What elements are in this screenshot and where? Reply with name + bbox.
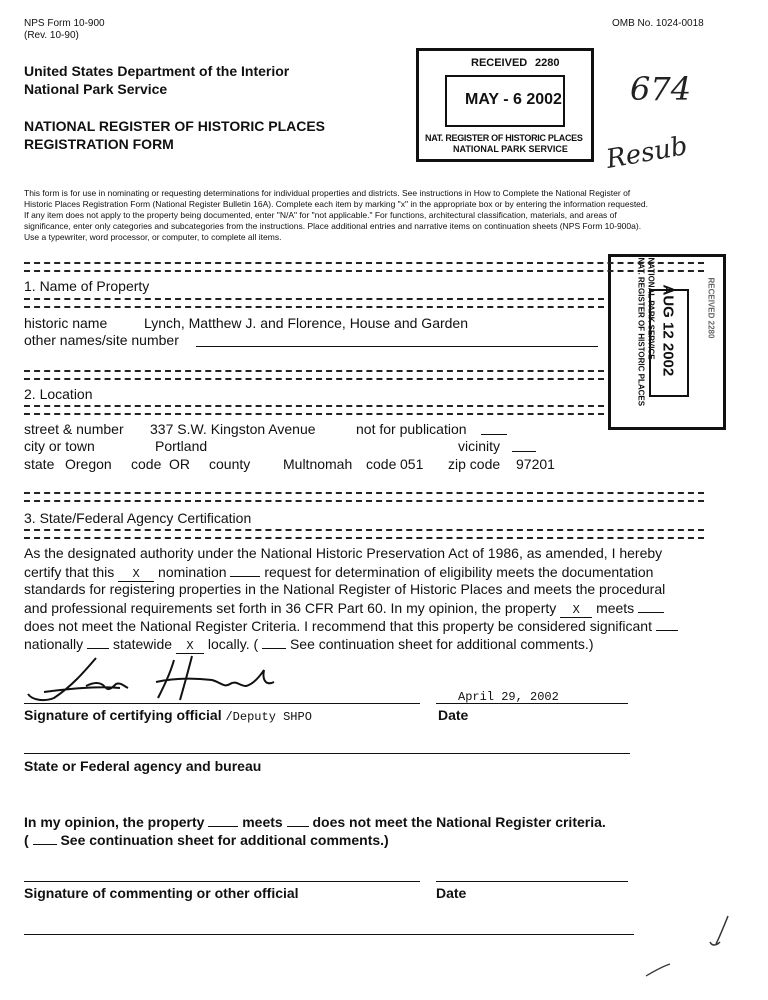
historic-name-value: Lynch, Matthew J. and Florence, House and Garden — [144, 315, 468, 331]
opinion-not-meet-label: does not meet the National Register criteria. — [312, 814, 606, 830]
section-divider — [24, 405, 604, 415]
continuation-text: See continuation sheet for additional comments.) — [289, 636, 594, 652]
instruction-line: This form is for use in nominating or requesting determinations for individual properties and districts. See instructions in How to Complete the National Register of — [24, 188, 631, 198]
nationally-label: nationally — [24, 636, 84, 652]
agency-label: State or Federal agency and bureau — [24, 758, 262, 774]
stamp-date-box — [445, 75, 565, 127]
section-divider — [24, 262, 704, 272]
cert-line1: As the designated authority under the National Historic Preservation Act of 1986, as amended, I hereby — [24, 545, 663, 561]
section-divider — [24, 298, 604, 308]
stamp-code: 2280 — [535, 57, 560, 69]
county-value: Multnomah — [283, 456, 353, 472]
form-title-line2: REGISTRATION FORM — [24, 136, 174, 152]
comment-date-line — [436, 881, 628, 882]
agency-line — [24, 753, 630, 754]
zip-label: zip code — [448, 456, 501, 472]
certification-date: April 29, 2002 — [458, 690, 559, 704]
does-not-meet-mark[interactable] — [638, 598, 664, 613]
omb-number: OMB No. 1024-0018 — [612, 18, 704, 29]
state-value: Oregon — [65, 456, 112, 472]
date-label: Date — [438, 707, 469, 723]
city-value: Portland — [155, 438, 208, 454]
signature-line — [24, 703, 420, 704]
form-title-line1: NATIONAL REGISTER OF HISTORIC PLACES — [24, 118, 326, 134]
instruction-line: Use a typewriter, word processor, or computer, to complete all items. — [24, 232, 282, 242]
cert-line6 — [24, 634, 593, 654]
vicinity-field[interactable] — [512, 451, 536, 452]
other-names-label: other names/site number — [24, 332, 179, 348]
handwritten-signature — [24, 652, 294, 704]
locally-mark[interactable]: X — [176, 639, 204, 654]
service-name: National Park Service — [24, 81, 168, 97]
historic-name-label: historic name — [24, 315, 108, 331]
signature-label — [24, 706, 312, 726]
section-divider — [24, 492, 704, 502]
not-for-publication-label: not for publication — [356, 421, 467, 437]
not-for-publication-field[interactable] — [481, 434, 507, 435]
section-divider — [24, 529, 704, 539]
request-text: request for determination of eligibility meets the documentation — [264, 564, 654, 580]
opinion-continuation-text: See continuation sheet for additional comments.) — [60, 832, 389, 848]
cert-line2-text: certify that this — [24, 564, 115, 580]
stamp-received-label: RECEIVED — [471, 57, 528, 69]
handwritten-number: 674 — [630, 70, 692, 108]
other-names-field[interactable] — [196, 346, 598, 347]
nationally-mark[interactable] — [87, 634, 109, 649]
significance-field[interactable] — [656, 616, 678, 631]
state-code-label: code — [131, 456, 162, 472]
stamp2-line2: NATIONAL PARK SERVICE — [646, 257, 656, 360]
county-label: county — [209, 456, 251, 472]
property-meets-mark[interactable]: X — [560, 603, 592, 618]
form-revision: (Rev. 10-90) — [24, 30, 79, 41]
street-value: 337 S.W. Kingston Avenue — [150, 421, 316, 437]
nomination-mark[interactable]: X — [118, 567, 154, 582]
stamp2-received: RECEIVED 2280 — [706, 277, 716, 339]
street-label: street & number — [24, 421, 124, 437]
instruction-line: significance, enter only categories and subcategories from the instructions. Place additional entries and narrative items on continuation sheets (NPS Form 10-900a). — [24, 221, 642, 231]
stamp-line2: NATIONAL PARK SERVICE — [453, 144, 568, 154]
instruction-line: If any item does not apply to the property being documented, enter "N/A" for "not applicable." For functions, architectural classification, materials, and areas of — [24, 210, 617, 220]
opinion-continuation-mark[interactable] — [33, 830, 57, 845]
instruction-line: Historic Places Registration Form (National Register Bulletin 16A). Complete each item by marking "x" in the appropriate box or by entering the information requested. — [24, 199, 648, 209]
bottom-line — [24, 934, 634, 935]
section1-title: 1. Name of Property — [24, 278, 150, 294]
comment-signature-label: Signature of commenting or other official — [24, 885, 299, 901]
opinion-not-meet-mark[interactable] — [287, 812, 309, 827]
instructions — [24, 188, 744, 243]
comment-signature-line — [24, 881, 420, 882]
continuation-mark[interactable] — [262, 634, 286, 649]
county-code-label: code — [366, 456, 397, 472]
section3-title: 3. State/Federal Agency Certification — [24, 510, 252, 526]
opinion-line — [24, 812, 606, 831]
signature-title: /Deputy SHPO — [225, 710, 312, 724]
department-name: United States Department of the Interior — [24, 63, 290, 79]
city-label: city or town — [24, 438, 95, 454]
handwritten-resub: Resub — [604, 131, 690, 175]
meets-label: meets — [596, 600, 635, 616]
comment-date-label: Date — [436, 885, 467, 901]
opinion-meets-mark[interactable] — [208, 812, 238, 827]
form-number: NPS Form 10-900 — [24, 18, 105, 29]
cert-line4 — [24, 598, 664, 618]
stamp-line1: NAT. REGISTER OF HISTORIC PLACES — [425, 133, 583, 143]
received-stamp — [416, 48, 594, 162]
request-mark[interactable] — [230, 562, 260, 577]
state-code-value: OR — [169, 456, 190, 472]
nomination-label: nomination — [158, 564, 227, 580]
section2-title: 2. Location — [24, 386, 93, 402]
zip-value: 97201 — [516, 456, 555, 472]
cert-line5-text: does not meet the National Register Criteria. I recommend that this property be considered significant — [24, 618, 652, 634]
opinion-text: In my opinion, the property — [24, 814, 205, 830]
opinion-continuation — [24, 830, 389, 849]
stamp2-date: AUG 12 2002 — [659, 284, 677, 377]
section-divider — [24, 370, 604, 380]
opinion-open-paren: ( — [24, 832, 29, 848]
cert-line5 — [24, 616, 678, 635]
cert-line4-text: and professional requirements set forth in 36 CFR Part 60. In my opinion, the property — [24, 600, 557, 616]
second-received-stamp — [608, 254, 726, 430]
county-code-value: 051 — [400, 456, 424, 472]
state-label: state — [24, 456, 55, 472]
signature-label-text: Signature of certifying official — [24, 707, 222, 723]
vicinity-label: vicinity — [458, 438, 501, 454]
pen-mark — [640, 912, 740, 982]
statewide-label: statewide — [112, 636, 173, 652]
locally-label: locally. ( — [207, 636, 259, 652]
cert-line2 — [24, 562, 653, 582]
cert-line3: standards for registering properties in the National Register of Historic Places and meets the procedural — [24, 581, 666, 597]
stamp-date: MAY - 6 2002 — [465, 91, 562, 108]
stamp2-line1: NAT. REGISTER OF HISTORIC PLACES — [636, 257, 646, 407]
opinion-meets-label: meets — [242, 814, 283, 830]
